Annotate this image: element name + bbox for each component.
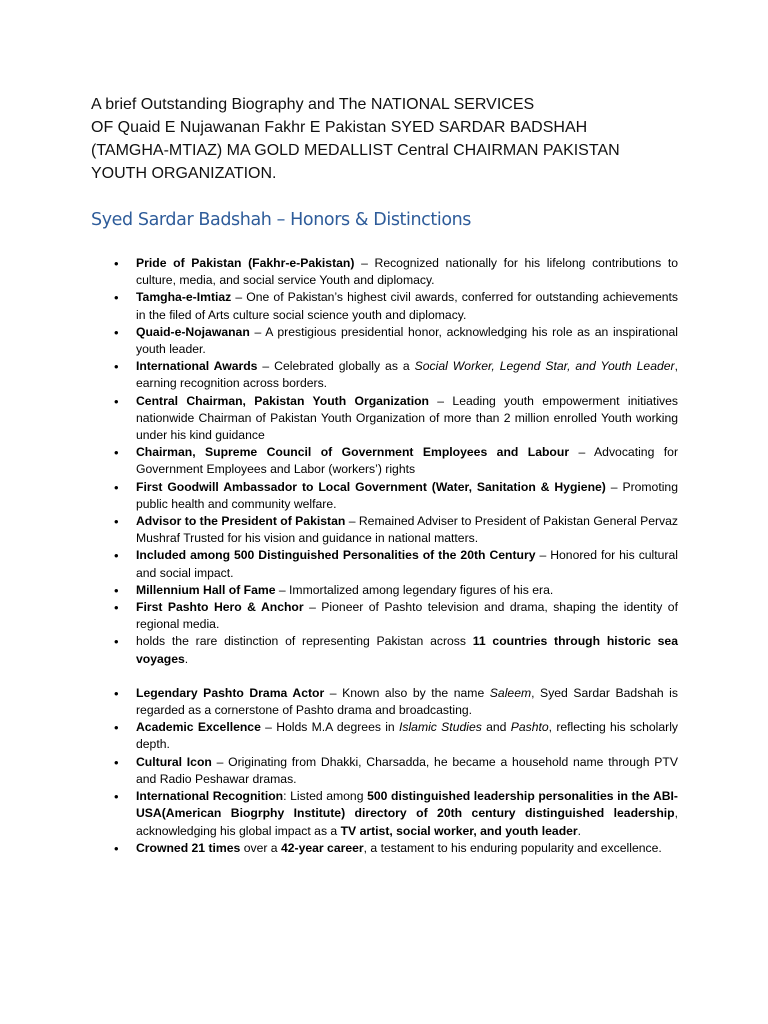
item-title: First Pashto Hero & Anchor — [136, 600, 304, 615]
item-text: – Immortalized among legendary figures of his era. — [275, 582, 554, 597]
list-item — [112, 582, 678, 599]
item-text: – Celebrated globally as a — [257, 359, 415, 374]
item-title: Chairman, Supreme Council of Government Employees and Labour — [136, 445, 570, 460]
item-text: and — [481, 720, 511, 735]
item-title: Central Chairman, Pakistan Youth Organization — [136, 393, 429, 408]
item-text: – Known also by the name — [324, 685, 490, 700]
item-text: over a — [240, 840, 281, 855]
intro-line: YOUTH ORGANIZATION. — [91, 165, 277, 182]
item-text: – Remained Adviser to President of Pakistan General Pervaz Mushraf Trusted for his vision and guidance in national matters. — [136, 514, 679, 546]
list-item — [112, 444, 678, 478]
section-heading: Syed Sardar Badshah – Honors & Distinctions — [91, 210, 472, 230]
list-item — [112, 393, 678, 445]
intro-line: OF Quaid E Nujawanan Fakhr E Pakistan SYED SARDAR BADSHAH — [91, 119, 588, 136]
item-italic: Saleem — [489, 685, 532, 700]
honors-list — [112, 255, 678, 857]
list-item — [112, 547, 678, 581]
item-title: Pride of Pakistan (Fakhr-e-Pakistan) — [136, 256, 355, 270]
item-text: – One of Pakistan’s highest civil awards, conferred for outstanding achievements in the filed of Arts culture social science youth and diplomacy. — [136, 290, 678, 322]
intro-title — [91, 93, 711, 185]
item-text: , a testament to his enduring popularity and excellence. — [363, 840, 662, 855]
list-item — [112, 719, 678, 753]
list-item — [112, 479, 678, 513]
item-text: – Pioneer of Pashto television and drama, shaping the identity of regional media. — [136, 600, 678, 632]
item-text: – Originating from Dhakki, Charsadda, he became a household name through PTV and Radio Peshawar dramas. — [136, 754, 678, 786]
item-title: Quaid-e-Nojawanan — [136, 324, 250, 339]
item-text: – Holds M.A degrees in — [260, 720, 399, 735]
list-item — [112, 289, 678, 323]
item-title: Legendary Pashto Drama Actor — [136, 685, 325, 700]
item-title: Academic Excellence — [136, 720, 261, 735]
list-item — [112, 358, 678, 392]
list-item — [112, 324, 678, 358]
item-text: – Promoting public health and community welfare. — [136, 479, 678, 511]
item-text: , acknowledging his global impact as a — [136, 806, 678, 838]
list-item — [112, 685, 678, 719]
item-title: Cultural Icon — [136, 754, 212, 769]
item-title: First Goodwill Ambassador to Local Government (Water, Sanitation & Hygiene) — [136, 479, 606, 494]
item-bold: 11 countries through historic sea voyages — [136, 634, 678, 666]
item-italic: Islamic Studies — [398, 720, 482, 735]
item-text: – Honored for his cultural and social impact. — [136, 548, 678, 580]
item-text: – Leading youth empowerment initiatives nationwide Chairman of Pakistan Youth Organization of more than 2 million enrolled Youth working under his kind guidance — [136, 393, 678, 443]
item-bold: TV artist, social worker, and youth leader — [340, 823, 578, 838]
item-text: – Recognized nationally for his lifelong contributions to culture, media, and social service Youth and diplomacy. — [136, 256, 678, 288]
item-title: Millennium Hall of Fame — [136, 582, 276, 597]
item-title: Included among 500 Distinguished Personalities of the 20th Century — [136, 548, 536, 563]
list-item — [112, 754, 678, 788]
item-text: – Advocating for Government Employees and Labor (workers’) rights — [136, 445, 679, 477]
item-italic: Pashto — [510, 720, 549, 735]
item-text: : Listed among — [283, 789, 368, 804]
item-text: , reflecting his scholarly depth. — [136, 720, 678, 752]
item-italic: Social Worker, Legend Star, and Youth Leader — [414, 359, 675, 374]
item-title: Tamgha-e-Imtiaz — [136, 290, 232, 305]
item-title: International Recognition — [136, 789, 284, 804]
item-text: , Syed Sardar Badshah is regarded as a cornerstone of Pashto drama and broadcasting. — [136, 685, 678, 718]
list-item — [112, 633, 678, 667]
item-bold: 500 distinguished leadership personalities in the ABI-USA(American Biogrphy Institute) directory of 20th century distinguished leadership — [136, 789, 678, 821]
item-title: International Awards — [136, 359, 258, 374]
list-item — [112, 255, 678, 289]
item-title: Advisor to the President of Pakistan — [136, 514, 346, 529]
item-text: . — [577, 823, 582, 838]
item-bold: Crowned 21 times — [136, 840, 241, 855]
list-item — [112, 599, 678, 633]
item-text: holds the rare distinction of representing Pakistan across — [136, 634, 473, 649]
intro-line: (TAMGHA-MTIAZ) MA GOLD MEDALLIST Central CHAIRMAN PAKISTAN — [91, 142, 620, 159]
list-item — [112, 788, 678, 840]
list-item — [112, 513, 678, 547]
item-text: – A prestigious presidential honor, acknowledging his role as an inspirational youth leader. — [136, 324, 678, 357]
item-text: , earning recognition across borders. — [136, 359, 678, 391]
intro-line: A brief Outstanding Biography and The NATIONAL SERVICES — [91, 96, 535, 113]
item-text: . — [184, 651, 189, 666]
item-bold: 42-year career — [280, 840, 364, 855]
list-item — [112, 840, 678, 857]
